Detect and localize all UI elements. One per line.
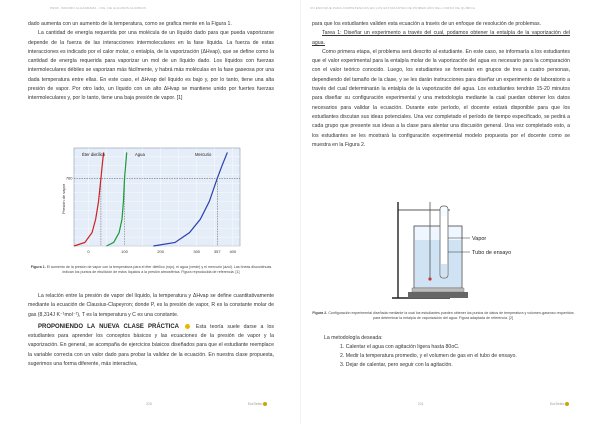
methodology — [324, 334, 574, 370]
running-head-right: UN ENFOQUE PARA COMPETENCIAS EN LOS ESTUDIANTES DE PRIMER AÑO DEL CURSO DE QUÍMICA — [310, 6, 476, 10]
legend-label-1: Agua — [135, 152, 145, 157]
step-2: 2. Medir la temperatura promedio, y el volumen de gas en el tubo de ensayo. — [340, 353, 517, 359]
paragraph-3: La relación entre la presión de vapor del líquido, la temperatura y ΔHvap se define cuantitativamente mediante la ecuación de Clausius-Clapeyron; donde P, es la presión de vapor, R es la constante molar de gas (8,314J K⁻¹mol⁻¹), T es la temperatura y C es una constante. — [28, 293, 274, 318]
vapor-label: Vapor — [472, 236, 487, 242]
yellow-bullet-icon — [185, 324, 190, 329]
brand-text-right: EurSebio — [550, 402, 565, 406]
main-paragraph: Como primera etapa, el problema será descrito al estudiante. En este caso, se informaría a los estudiantes que el valor experimental para la entalpía molar de la vaporización del agua es necesario para la comparación con el valor teórico conocido. Luego, los estudiantes se formarán en grupos de tres a cuatro personas, dependiendo del tamaño de la clase, y se les darán instrucciones para diseñar un experimento de laboratorio a través del cual determinarán la entalpía de la vaporización del agua. Los estudiantes tendrán 15-20 minutos para diseñar su configuración experimental y una metodología mediante la cual puedan obtener los datos necesarios para validar la ecuación. Durante este período, el docente estará disponible para que los estudiantes discutan sus ideas potenciales. Una vez completado el período de tiempo especificado, se pedirá a cada grupo que presente sus ideas a la clase para alentar una discusión general. Una vez completado esto, a los estudiantes se les mostrará la configuración experimental modelo propuesta por el docente como se muestra en la Figura 2. — [312, 48, 570, 148]
brand-logo-icon — [263, 402, 267, 406]
section-text: Esta teoría suele darse a los estudiantes para aprender los conceptos básicos y las ecuaciones de la presión de vapor y la vaporización. En general, se acompaña de ejercicios básicos diseñados para que el estudiante reemplace la variable correcta con un valor dado para probar la validez de la ecuación. En nuestra clase propuesta, sugerimos una forma diferente, más interactiva, — [28, 323, 274, 368]
brand-logo-icon — [565, 402, 569, 406]
vapor-space — [441, 216, 447, 264]
step-1: 1. Calentar el agua con agitación ligera hasta 80oC. — [340, 344, 460, 350]
x-tick-label: 200 — [157, 249, 164, 254]
running-head-left: PROF. ISIDORO ALGARRAMA · ING. DE ALGUNOS ALUMNOS — [50, 6, 147, 10]
page-number-right: 211 — [418, 402, 424, 406]
x-tick-label: 357 — [213, 249, 221, 254]
thermometer-bulb — [428, 277, 431, 280]
legend-label-0: Éter dietílico — [82, 152, 106, 157]
figure-1-text: El aumento de la presión de vapor con la temperatura para el éter dietílico (rojo), el agua (verde) y el mercurio (azul). Las líneas discontinuas indican los puntos de ebullición de estos líquidos a la presión atmosférica. Figura reproducida de referencia. [1] — [46, 265, 272, 274]
section-paragraph — [28, 323, 274, 369]
brand-text-left: EurSebio — [248, 402, 263, 406]
figure-1-label: Figura 1. — [30, 265, 46, 269]
x-tick-label: 0 — [87, 249, 90, 254]
step-3: 3. Dejar de calentar, pero seguir con la agitación. — [340, 362, 453, 368]
apparatus-figure — [390, 198, 540, 306]
footer-brand-right — [550, 402, 569, 406]
paragraph-1: dado aumenta con un aumento de la temperatura, como se grafica mente en la Figura 1. — [28, 21, 232, 27]
tube-label: Tubo de ensayo — [472, 250, 512, 256]
footer-brand-left — [248, 402, 267, 406]
water — [415, 240, 461, 287]
figure-2-label: Figura 2. — [312, 311, 328, 315]
right-page — [300, 0, 600, 424]
tube-water — [441, 264, 447, 277]
section-heading: PROPONIENDO LA NUEVA CLASE PRÁCTICA — [38, 323, 180, 330]
x-tick-label: 100 — [121, 249, 128, 254]
left-text-bottom — [28, 292, 274, 369]
hot-plate — [412, 288, 464, 292]
vapor-pressure-chart — [60, 144, 245, 260]
right-text-top — [312, 20, 570, 150]
page-number-left: 210 — [146, 402, 152, 406]
paragraph-2: La cantidad de energía requerida por una molécula de un líquido dado para que pueda vaporizarse depende de la fuerza de las interacciones intermoleculares en la fase líquida. La fuerza de estas interacciones es indicado por el calor molar, o entalpía, de la vaporización (ΔHvap), que se define como la cantidad de energía requerida para vaporizar un mol de un líquido dado. Los líquidos con fuerzas intermoleculares débiles se vaporizan más fácilmente, y habrá más moléculas en la fase gaseosa por una dada temperatura entre ellas. En este caso, el ΔHvap del líquido es bajo y, por lo tanto, tiene una alta presión de vapor. Por otro lado, un líquido con un alto ΔHvap se mantiene unido por fuertes fuerzas intermoleculares y, por lo tanto, tiene una baja presión de vapor. [1] — [28, 30, 274, 102]
x-tick-label: 400 — [229, 249, 237, 254]
figure-2-text: Configuración experimental diseñada mediante la cual los estudiantes pueden obtener los puntos de datos de temperatura y volumen-gaseoso requeridos para determinar la entalpía de vaporización del agua. Figura adaptada de referencia. [2] — [328, 311, 574, 320]
y-tick-label: 760 — [65, 175, 73, 181]
intro-paragraph: para que los estudiantes validen esta ecuación a través de un enfoque de resolución de problemas. — [312, 21, 541, 27]
x-tick-label: 300 — [193, 249, 201, 254]
figure-1-caption — [30, 265, 272, 275]
y-axis-label: Presión de vapor — [61, 183, 66, 214]
methodology-title: La metodología deseada: — [324, 335, 383, 341]
figure-2-caption — [312, 311, 574, 321]
task-1: Tarea 1: Diseñar un experimento a través del cual, podamos obtener la entalpía de la vaporización del agua. — [312, 30, 570, 46]
hot-plate-base — [408, 292, 468, 298]
legend-label-2: Mercurio — [195, 152, 212, 157]
left-text-top — [28, 20, 274, 104]
